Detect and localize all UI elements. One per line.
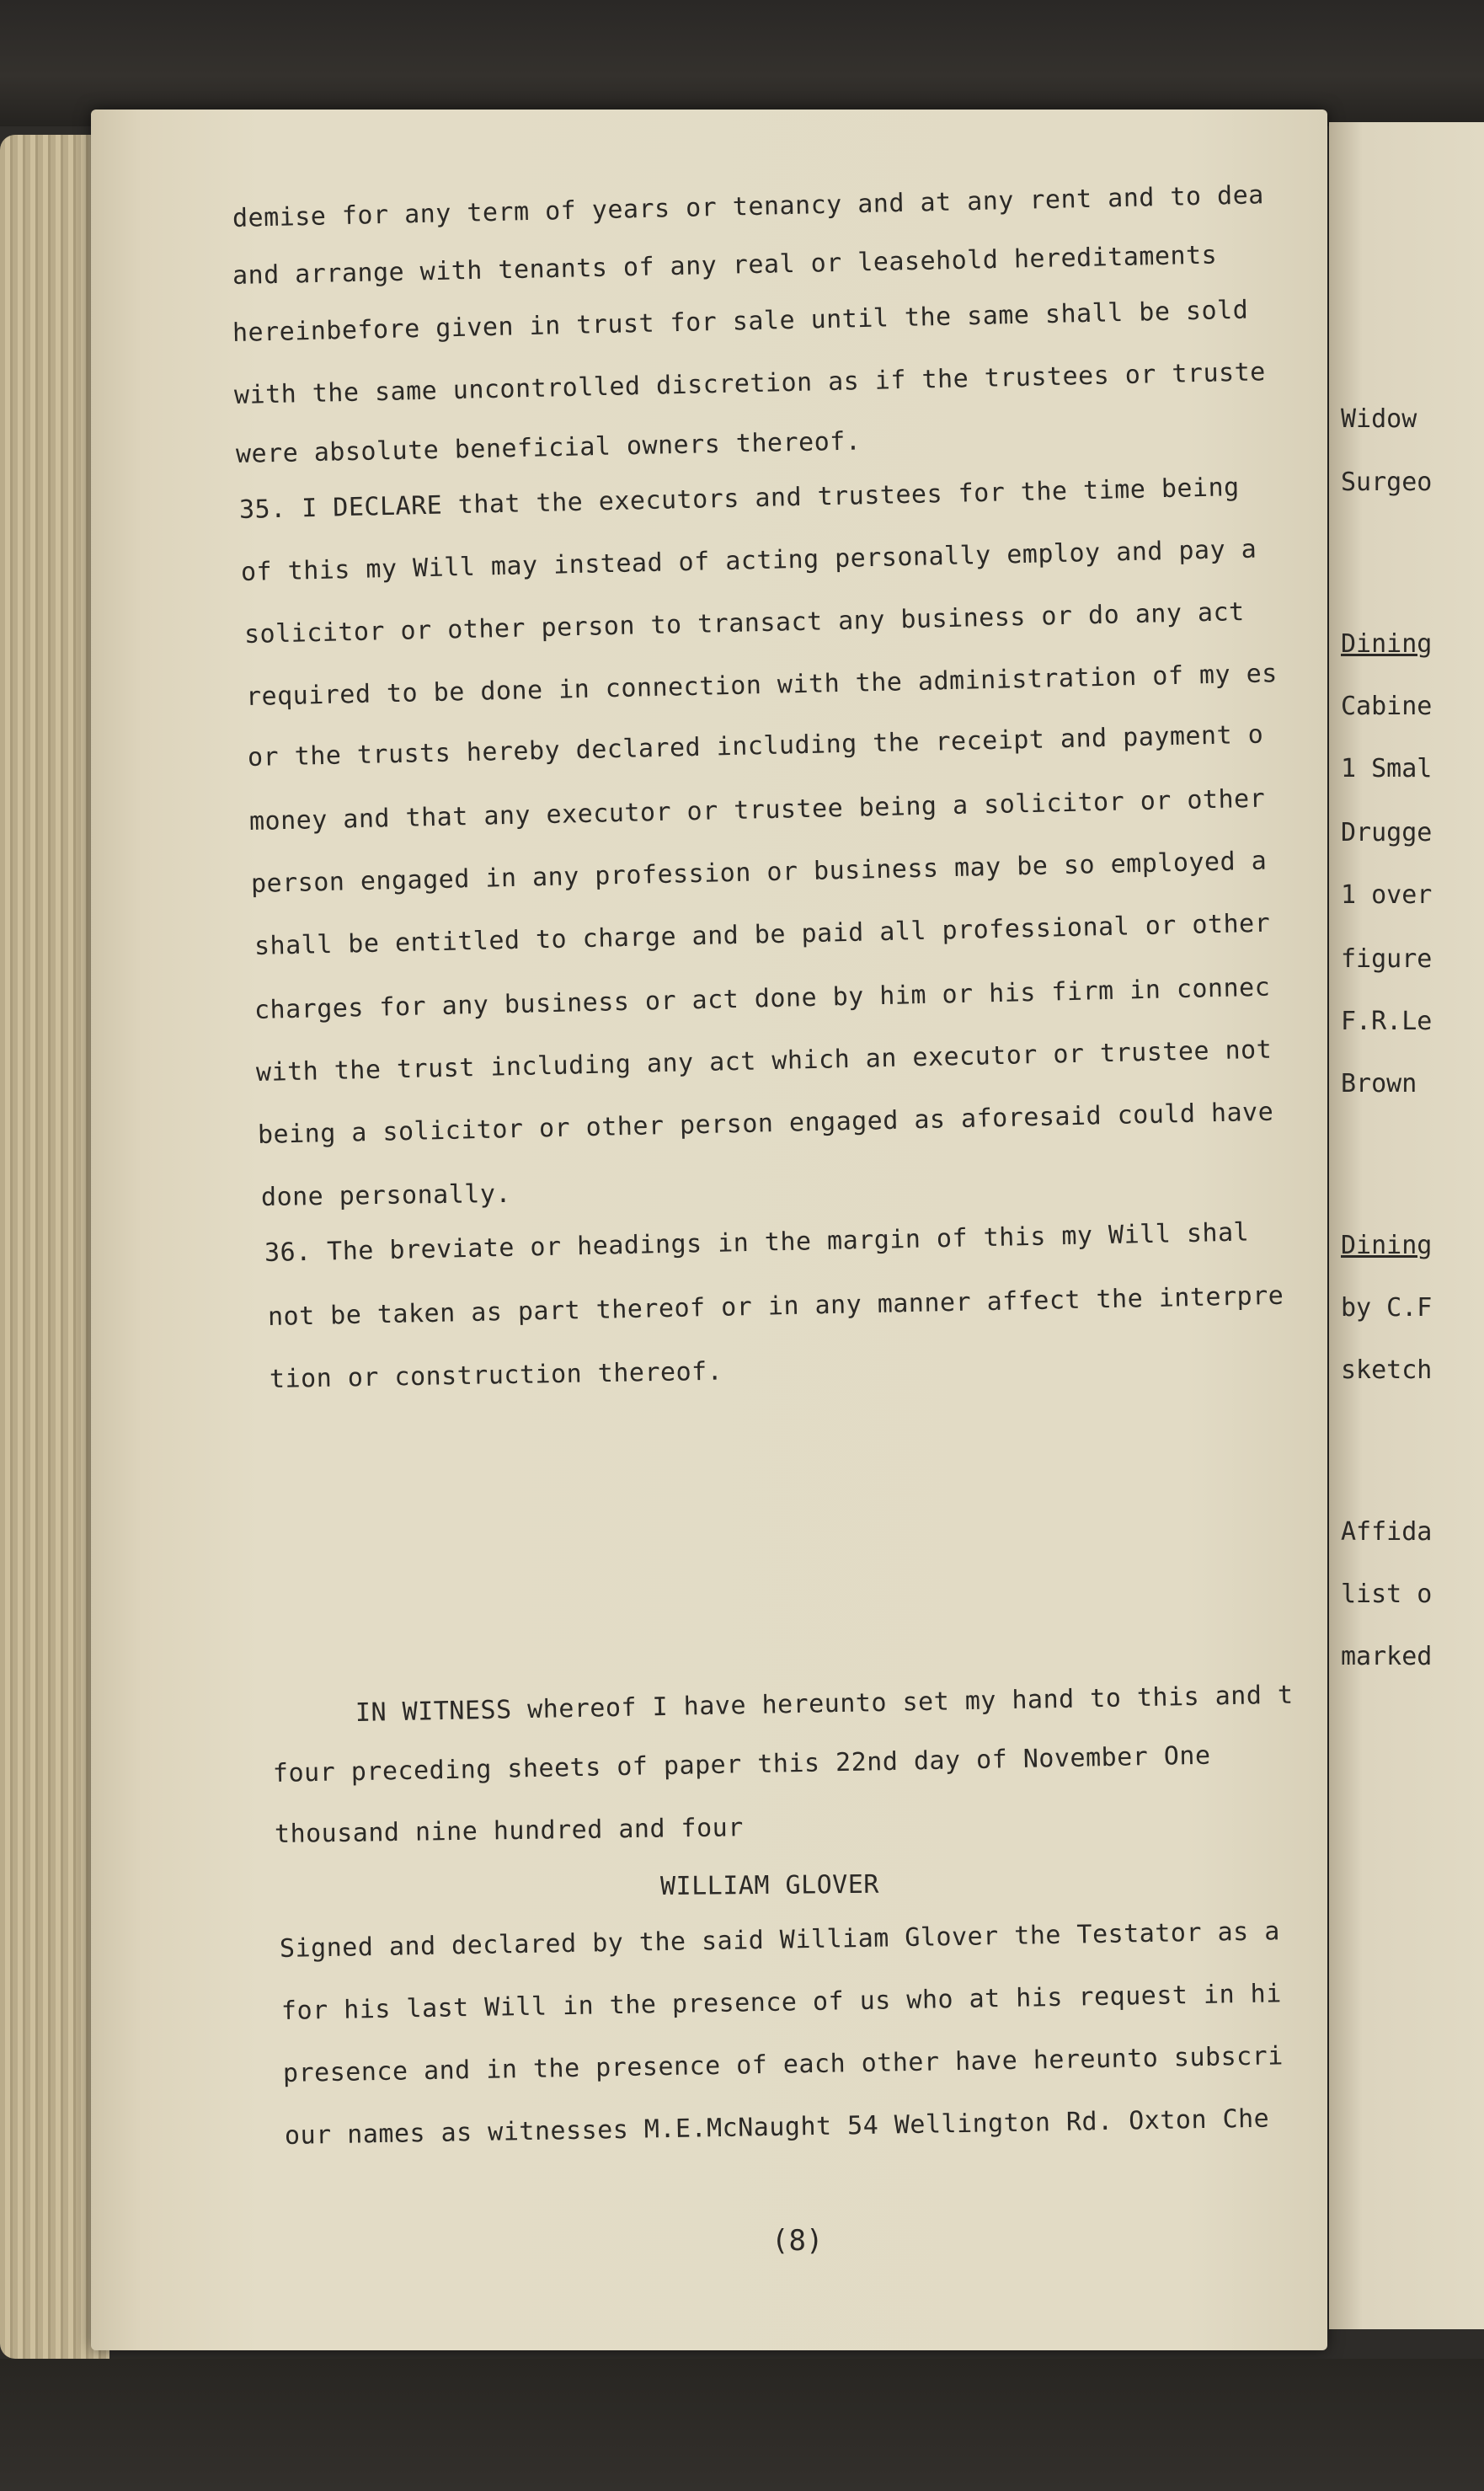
text-line: person engaged in any profession or business may be so employed a [250, 846, 1268, 899]
adjacent-text-line: Affida [1341, 1517, 1433, 1547]
text-line: done personally. [260, 1179, 512, 1212]
adjacent-text-line: Drugge [1341, 818, 1433, 847]
signature-name: WILLIAM GLOVER [659, 1869, 880, 1901]
document-page [91, 110, 1327, 2350]
book-binding-top [0, 0, 1484, 126]
text-line: solicitor or other person to transact any business or do any act [243, 597, 1246, 649]
text-line: thousand nine hundred and four [274, 1813, 745, 1849]
adjacent-text-line: figure [1341, 944, 1433, 974]
text-line: demise for any term of years or tenancy and at any rent and to dea [232, 180, 1265, 233]
text-line: Signed and declared by the said William Glover the Testator as a [279, 1916, 1281, 1964]
book-binding-bottom [0, 2359, 1484, 2491]
adjacent-text-line: sketch [1341, 1355, 1433, 1385]
text-line: presence and in the presence of each other have hereunto subscri [282, 2041, 1284, 2088]
text-line: hereinbefore given in trust for sale until the same shall be sold [232, 295, 1249, 348]
adjacent-text-line: marked [1341, 1642, 1433, 1671]
adjacent-heading: Dining [1341, 629, 1433, 659]
adjacent-page [1329, 122, 1484, 2329]
text-line: charges for any business or act done by him or his firm in connec [254, 972, 1271, 1025]
text-line: or the trusts hereby declared including the receipt and payment o [247, 719, 1264, 772]
text-line: for his last Will in the presence of us who at his request in hi [280, 1979, 1283, 2026]
text-line: IN WITNESS whereof I have hereunto set my hand to this and t [355, 1680, 1294, 1728]
text-line: tion or construction thereof. [269, 1356, 723, 1394]
text-line: money and that any executor or trustee being a solicitor or other [248, 783, 1266, 837]
text-line: were absolute beneficial owners thereof. [235, 426, 862, 469]
adjacent-text-line: by C.F [1341, 1293, 1433, 1323]
adjacent-text-line: 1 over [1341, 880, 1433, 910]
adjacent-text-line: 1 Smal [1341, 754, 1433, 783]
text-line: with the trust including any act which an executor or trustee not [255, 1034, 1273, 1088]
text-line: being a solicitor or other person engaged as aforesaid could have [257, 1097, 1274, 1150]
adjacent-text-line: F.R.Le [1341, 1007, 1433, 1036]
text-line: four preceding sheets of paper this 22nd day of November One [272, 1740, 1211, 1788]
adjacent-text-line: Widow [1341, 404, 1417, 434]
text-line: of this my Will may instead of acting personally employ and pay a [240, 534, 1257, 587]
text-line: our names as witnesses M.E.McNaught 54 Wellington Rd. Oxton Che [284, 2103, 1270, 2151]
adjacent-text-line: Brown [1341, 1069, 1417, 1098]
adjacent-heading: Dining [1341, 1231, 1433, 1260]
text-line: 36. The breviate or headings in the margin of this my Will shal [264, 1217, 1250, 1268]
text-line: shall be entitled to charge and be paid all professional or other [254, 908, 1271, 961]
text-line: required to be done in connection with the administration of my es [245, 659, 1278, 712]
adjacent-text-line: Cabine [1341, 692, 1433, 721]
adjacent-text-line: list o [1341, 1580, 1433, 1609]
text-line: 35. I DECLARE that the executors and trustees for the time being [238, 473, 1241, 525]
text-line: and arrange with tenants of any real or leasehold hereditaments [232, 240, 1218, 291]
page-number: (8) [771, 2224, 824, 2258]
text-line: with the same uncontrolled discretion as if the trustees or truste [233, 357, 1267, 410]
adjacent-text-line: Surgeo [1341, 468, 1433, 497]
text-line: not be taken as part thereof or in any manner affect the interpre [267, 1280, 1284, 1332]
